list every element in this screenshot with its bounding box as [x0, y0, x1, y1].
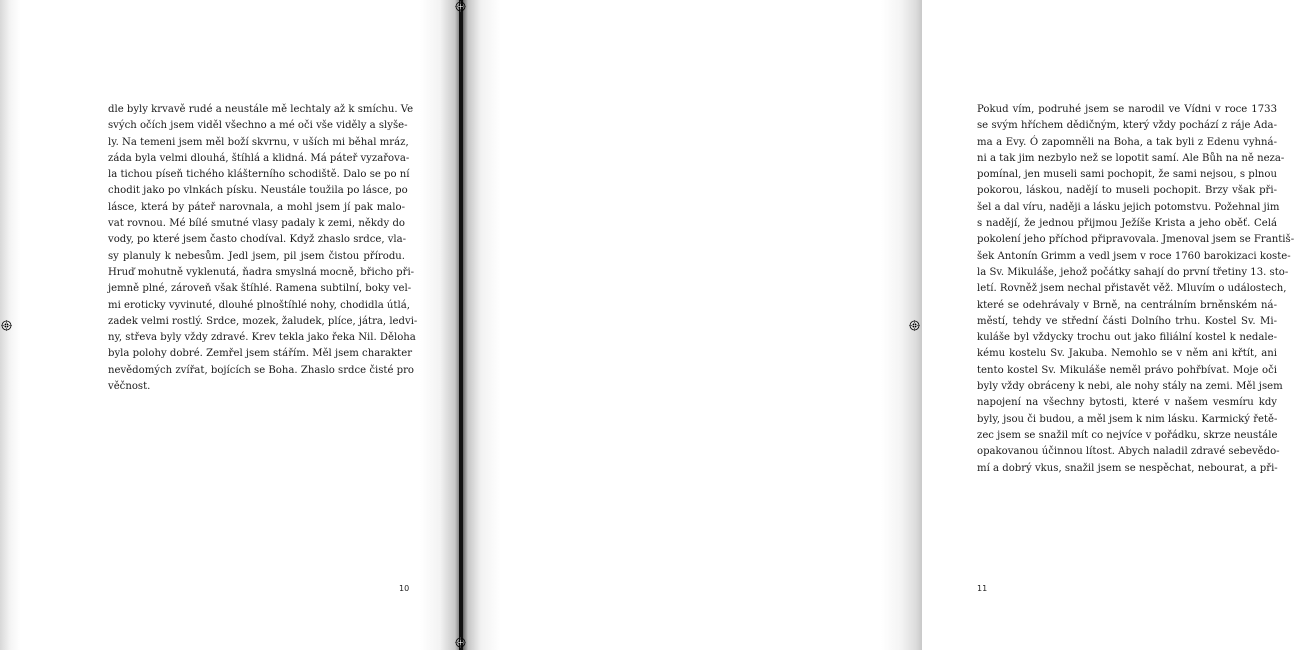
text-line: pomínal, jen museli sami pochopit, že sami nejsou, s plnou [977, 169, 1277, 181]
text-line: ny, střeva byly vždy zdravé. Krev tekla jako řeka Nil. Děloha [108, 332, 416, 344]
text-line: zec jsem se snažil mít co nejvíce v pořádku, skrze neustále [977, 429, 1278, 441]
text-line: la tichou píseň tichého klášterního schodiště. Dalo se po ní [108, 169, 410, 181]
text-line: byla polohy dobré. Zemřel jsem stářím. Měl jsem charakter [108, 348, 413, 360]
left-page [0, 0, 461, 650]
text-line: se svým hříchem dědičným, který vždy pochází z ráje Ada- [977, 120, 1277, 132]
registration-mark-icon [909, 320, 920, 331]
text-line: byly vždy obráceny k nebi, ale nohy stály na zemi. Měl jsem [977, 381, 1283, 393]
text-line: Pokud vím, podruhé jsem se narodil ve Vídni v roce 1733 [977, 104, 1277, 115]
text-line: byly, jsou či budou, a měl jsem k nim lásku. Karmický řetě- [977, 413, 1278, 425]
right-page [461, 0, 1294, 650]
text-line: napojení na všechny bytosti, které v našem vesmíru kdy [977, 397, 1277, 409]
text-line: městí, tehdy ve střední části Dolního trhu. Kostel Sv. Mi- [977, 315, 1277, 327]
text-line: mi eroticky vyvinuté, dlouhé plnoštíhlé nohy, chodidla útlá, [108, 299, 410, 311]
left-page-text [108, 102, 418, 395]
text-line: letí. Rovněž jsem nechal přistavět věž. Mluvím o událostech, [977, 283, 1287, 295]
right-page-number: 11 [977, 584, 988, 593]
text-line: zadek velmi rostlý. Srdce, mozek, žaludek, plíce, játra, ledvi- [108, 315, 418, 327]
registration-mark-icon [455, 637, 466, 648]
text-line: vat rovnou. Mé bílé smutné vlasy padaly k zemi, někdy do [108, 218, 405, 230]
text-line: s nadějí, že jednou přijmou Ježíše Krista a jeho oběť. Celá [977, 218, 1277, 230]
text-line: věčnost. [108, 381, 151, 393]
text-line: záda byla velmi dlouhá, štíhlá a klidná. Má páteř vyzařova- [108, 152, 410, 164]
text-line: vody, po které jsem často chodíval. Když zhaslo srdce, vla- [108, 234, 407, 246]
text-line: které se odehrávaly v Brně, na centrálním brněnském ná- [977, 299, 1277, 311]
text-line: mí a dobrý vkus, snažil jsem se nespěchat, nebourat, a při- [977, 462, 1278, 474]
left-page-number: 10 [399, 584, 410, 593]
text-line: lásce, která by páteř narovnala, a mohl jsem jí pak malo- [108, 201, 405, 213]
registration-mark-icon [455, 1, 466, 12]
registration-mark-icon [1, 320, 12, 331]
text-line: šel a dal víru, naději a lásku jejich potomstvu. Požehnal jim [977, 201, 1280, 213]
text-line: tento kostel Sv. Mikuláše neměl právo pohřbívat. Moje oči [977, 364, 1277, 376]
right-page-text [977, 102, 1294, 477]
text-line: ma a Evy. Ó zapomněli na Boha, a tak byli z Edenu vyhná- [977, 136, 1277, 148]
book-gutter [459, 0, 463, 650]
text-line: ly. Na temeni jsem měl boží skvrnu, v uších mi běhal mráz, [108, 136, 409, 148]
text-line: chodit jako po vlnkách písku. Neustále toužila po lásce, po [108, 185, 408, 197]
text-line: pokorou, láskou, nadějí to museli pochopit. Brzy však při- [977, 185, 1277, 197]
text-line: sy planuly k nebesům. Jedl jsem, pil jsem čistou přírodu. [108, 250, 405, 262]
text-line: kuláše byl vždycky trochu out jako filiální kostel k nedale- [977, 332, 1277, 344]
text-line: la Sv. Mikuláše, jehož počátky sahají do první třetiny 13. sto- [977, 266, 1289, 278]
text-line: opakovanou účinnou lítost. Abych naladil zdravé sebevědo- [977, 446, 1280, 458]
text-line: ni a tak jim nezbylo než se lopotit samí. Ale Bůh na ně neza- [977, 152, 1285, 164]
text-line: dle byly krvavě rudé a neustále mě lechtaly až k smíchu. Ve [108, 104, 414, 115]
text-line: šek Antonín Grimm a vedl jsem v roce 1760 barokizaci koste- [977, 250, 1291, 262]
text-line: nevědomých zvířat, bojících se Boha. Zhaslo srdce čisté pro [108, 364, 415, 376]
text-line: svých očích jsem viděl všechno a mé oči vše viděly a slyše- [108, 120, 408, 132]
text-line: kému kostelu Sv. Jakuba. Nemohlo se v něm ani křtít, ani [977, 348, 1277, 360]
text-line: Hruď mohutně vyklenutá, ňadra smyslná mocně, břicho při- [108, 266, 415, 278]
text-line: pokolení jeho příchod připravovala. Jmenoval jsem se Františ- [977, 234, 1294, 246]
text-line: jemně plné, zároveň však štíhlé. Ramena subtilní, boky vel- [108, 283, 412, 295]
